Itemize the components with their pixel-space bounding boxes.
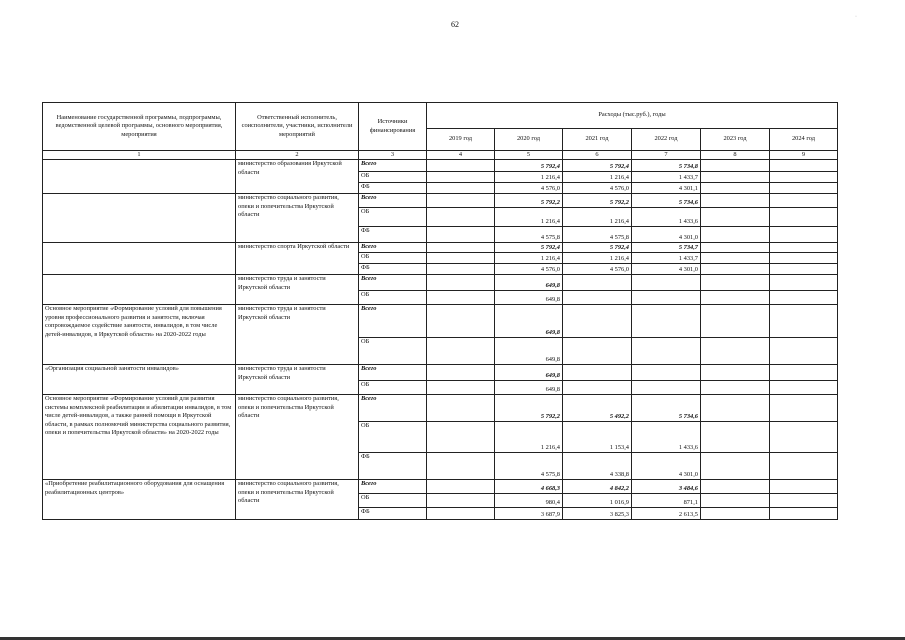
header-column-number: 7	[632, 151, 701, 160]
amount-cell	[427, 480, 495, 494]
amount-cell	[427, 453, 495, 480]
executor-name: министерство труда и занятости Иркутской области	[236, 275, 359, 305]
amount-cell	[770, 508, 838, 520]
amount-cell	[770, 381, 838, 395]
amount-cell: 4 338,8	[563, 453, 632, 480]
table-row	[43, 160, 838, 172]
amount-cell: 4 301,0	[632, 264, 701, 275]
funding-source: ОБ	[359, 381, 427, 395]
amount-cell	[427, 227, 495, 243]
amount-cell	[701, 275, 770, 291]
header-year: 2024 год	[770, 129, 838, 151]
amount-cell	[632, 338, 701, 365]
amount-cell	[632, 275, 701, 291]
amount-cell	[701, 508, 770, 520]
amount-cell	[701, 381, 770, 395]
funding-source: ОБ	[359, 253, 427, 264]
table-row	[43, 243, 838, 253]
amount-cell: 4 575,8	[563, 227, 632, 243]
funding-source: ФБ	[359, 183, 427, 194]
header-executor: Ответственный исполнитель, соисполнители, участники, исполнители мероприятий	[236, 103, 359, 151]
executor-name: министерство труда и занятости Иркутской области	[236, 305, 359, 365]
amount-cell: 5 792,2	[495, 194, 563, 208]
executor-name: министерство социального развития, опеки и попечительства Иркутской области	[236, 395, 359, 480]
amount-cell: 1 433,7	[632, 172, 701, 183]
amount-cell	[427, 338, 495, 365]
amount-cell: 1 433,7	[632, 253, 701, 264]
amount-cell: 5 734,6	[632, 395, 701, 422]
amount-cell: 649,8	[495, 338, 563, 365]
amount-cell	[770, 172, 838, 183]
funding-source: ОБ	[359, 172, 427, 183]
amount-cell	[427, 422, 495, 453]
amount-cell: 4 576,0	[563, 264, 632, 275]
executor-name: министерство социального развития, опеки и попечительства Иркутской области	[236, 194, 359, 243]
header-column-number: 8	[701, 151, 770, 160]
amount-cell	[427, 508, 495, 520]
amount-cell: 5 492,2	[563, 395, 632, 422]
table-row	[43, 365, 838, 381]
amount-cell	[770, 480, 838, 494]
header-year: 2020 год	[495, 129, 563, 151]
amount-cell	[701, 264, 770, 275]
header-column-number: 5	[495, 151, 563, 160]
amount-cell	[563, 338, 632, 365]
funding-source: Всего	[359, 194, 427, 208]
amount-cell	[563, 381, 632, 395]
amount-cell: 5 734,6	[632, 194, 701, 208]
amount-cell	[770, 253, 838, 264]
header-column-number: 3	[359, 151, 427, 160]
funding-source: Всего	[359, 395, 427, 422]
amount-cell: 5 792,4	[495, 243, 563, 253]
funding-source: ОБ	[359, 338, 427, 365]
amount-cell	[701, 160, 770, 172]
amount-cell	[427, 172, 495, 183]
amount-cell: 4 842,2	[563, 480, 632, 494]
measure-name	[43, 243, 236, 275]
amount-cell	[427, 395, 495, 422]
amount-cell	[701, 480, 770, 494]
amount-cell	[770, 305, 838, 338]
funding-source: ОБ	[359, 208, 427, 227]
funding-source: Всего	[359, 305, 427, 338]
header-column-number: 4	[427, 151, 495, 160]
amount-cell: 5 734,7	[632, 243, 701, 253]
amount-cell: 5 734,8	[632, 160, 701, 172]
amount-cell	[427, 243, 495, 253]
amount-cell	[701, 395, 770, 422]
amount-cell	[427, 365, 495, 381]
amount-cell	[770, 243, 838, 253]
amount-cell: 3 825,3	[563, 508, 632, 520]
amount-cell	[427, 275, 495, 291]
amount-cell	[701, 494, 770, 508]
header-expenses: Расходы (тыс.руб.), годы	[427, 103, 838, 129]
amount-cell: 4 301,0	[632, 227, 701, 243]
amount-cell	[701, 422, 770, 453]
amount-cell	[770, 338, 838, 365]
amount-cell: 1 216,4	[563, 208, 632, 227]
funding-source: Всего	[359, 275, 427, 291]
funding-source: Всего	[359, 160, 427, 172]
header-column-number: 1	[43, 151, 236, 160]
amount-cell: 1 216,4	[495, 208, 563, 227]
header-year: 2023 год	[701, 129, 770, 151]
amount-cell	[563, 365, 632, 381]
amount-cell	[427, 264, 495, 275]
funding-source: ФБ	[359, 453, 427, 480]
amount-cell	[427, 253, 495, 264]
amount-cell: 649,8	[495, 291, 563, 305]
amount-cell: 5 792,4	[563, 243, 632, 253]
amount-cell	[427, 305, 495, 338]
amount-cell	[427, 183, 495, 194]
amount-cell	[563, 305, 632, 338]
measure-name: «Приобретение реабилитационного оборудования для оснащения реабилитационных центров»	[43, 480, 236, 520]
table-row	[43, 275, 838, 291]
amount-cell	[770, 208, 838, 227]
amount-cell	[770, 494, 838, 508]
amount-cell: 5 792,2	[563, 194, 632, 208]
amount-cell	[427, 381, 495, 395]
funding-source: Всего	[359, 365, 427, 381]
amount-cell: 649,8	[495, 305, 563, 338]
measure-name	[43, 275, 236, 305]
amount-cell: 4 301,0	[632, 453, 701, 480]
table-row	[43, 194, 838, 208]
amount-cell	[632, 365, 701, 381]
amount-cell	[770, 291, 838, 305]
funding-source: ОБ	[359, 494, 427, 508]
amount-cell: 649,8	[495, 275, 563, 291]
amount-cell	[770, 183, 838, 194]
amount-cell	[563, 275, 632, 291]
amount-cell: 3 484,6	[632, 480, 701, 494]
header-source: Источники финансирования	[359, 103, 427, 151]
amount-cell	[427, 208, 495, 227]
amount-cell	[701, 183, 770, 194]
amount-cell	[770, 160, 838, 172]
measure-name: Основное мероприятие «Формирование условий для повышения уровня профессионального развития и занятости, включая сопровождаемое содействие занятости, инвалидов, в том числе детей-инвалидов, в Иркутской области» на 2020-2022 годы	[43, 305, 236, 365]
budget-table	[42, 102, 838, 520]
amount-cell: 1 216,4	[563, 253, 632, 264]
amount-cell	[701, 208, 770, 227]
amount-cell	[770, 422, 838, 453]
amount-cell	[701, 194, 770, 208]
amount-cell	[701, 453, 770, 480]
amount-cell	[770, 275, 838, 291]
amount-cell	[770, 453, 838, 480]
amount-cell	[632, 381, 701, 395]
header-year: 2021 год	[563, 129, 632, 151]
amount-cell: 1 216,4	[495, 172, 563, 183]
amount-cell: 1 016,9	[563, 494, 632, 508]
header-name: Наименование государственной программы, подпрограммы, ведомственной целевой программы, основного мероприятия, мероприятия	[43, 103, 236, 151]
amount-cell	[632, 291, 701, 305]
amount-cell: 2 613,5	[632, 508, 701, 520]
amount-cell: 1 433,6	[632, 422, 701, 453]
page-number: 62	[451, 20, 459, 29]
amount-cell: 5 792,4	[563, 160, 632, 172]
table-row	[43, 395, 838, 422]
amount-cell: 1 433,6	[632, 208, 701, 227]
amount-cell	[701, 365, 770, 381]
amount-cell	[770, 365, 838, 381]
amount-cell: 4 668,3	[495, 480, 563, 494]
amount-cell	[701, 291, 770, 305]
header-column-number: 9	[770, 151, 838, 160]
amount-cell	[701, 305, 770, 338]
executor-name: министерство спорта Иркутской области	[236, 243, 359, 275]
executor-name: министерство труда и занятости Иркутской области	[236, 365, 359, 395]
amount-cell: 5 792,2	[495, 395, 563, 422]
amount-cell: 4 576,0	[495, 183, 563, 194]
amount-cell	[632, 305, 701, 338]
amount-cell	[701, 338, 770, 365]
amount-cell: 1 216,4	[563, 172, 632, 183]
funding-source: ОБ	[359, 291, 427, 305]
amount-cell: 1 216,4	[495, 253, 563, 264]
funding-source: ФБ	[359, 264, 427, 275]
amount-cell: 980,4	[495, 494, 563, 508]
header-year: 2022 год	[632, 129, 701, 151]
measure-name: Основное мероприятие «Формирование условий для развития системы комплексной реабилитации и абилитации инвалидов, в том числе детей-инвалидов, а также ранней помощи в Иркутской области, в рамках полномочий министерства социального развития, опеки и попечительства Иркутской области» на 2020-2022 годы	[43, 395, 236, 480]
amount-cell	[427, 494, 495, 508]
amount-cell: 649,8	[495, 365, 563, 381]
amount-cell: 4 301,1	[632, 183, 701, 194]
amount-cell	[563, 291, 632, 305]
amount-cell	[701, 253, 770, 264]
amount-cell	[770, 264, 838, 275]
amount-cell: 649,8	[495, 381, 563, 395]
amount-cell: 4 576,0	[563, 183, 632, 194]
funding-source: Всего	[359, 243, 427, 253]
amount-cell: 4 575,8	[495, 453, 563, 480]
scan-artifact: ·	[855, 14, 857, 20]
header-column-number: 6	[563, 151, 632, 160]
table-row	[43, 305, 838, 338]
measure-name: «Организация социальной занятости инвалидов»	[43, 365, 236, 395]
funding-source: ФБ	[359, 508, 427, 520]
amount-cell	[770, 194, 838, 208]
measure-name	[43, 194, 236, 243]
amount-cell: 871,1	[632, 494, 701, 508]
amount-cell: 3 687,9	[495, 508, 563, 520]
amount-cell: 1 216,4	[495, 422, 563, 453]
amount-cell	[770, 395, 838, 422]
executor-name: министерство образования Иркутской области	[236, 160, 359, 194]
measure-name	[43, 160, 236, 194]
amount-cell: 1 153,4	[563, 422, 632, 453]
amount-cell: 5 792,4	[495, 160, 563, 172]
header-year: 2019 год	[427, 129, 495, 151]
funding-source: ОБ	[359, 422, 427, 453]
table-row	[43, 480, 838, 494]
amount-cell	[427, 291, 495, 305]
amount-cell	[427, 160, 495, 172]
header-column-number: 2	[236, 151, 359, 160]
funding-source: ФБ	[359, 227, 427, 243]
amount-cell	[701, 243, 770, 253]
amount-cell	[701, 227, 770, 243]
amount-cell	[427, 194, 495, 208]
executor-name: министерство социального развития, опеки и попечительства Иркутской области	[236, 480, 359, 520]
amount-cell: 4 576,0	[495, 264, 563, 275]
funding-source: Всего	[359, 480, 427, 494]
amount-cell	[770, 227, 838, 243]
amount-cell: 4 575,8	[495, 227, 563, 243]
amount-cell	[701, 172, 770, 183]
